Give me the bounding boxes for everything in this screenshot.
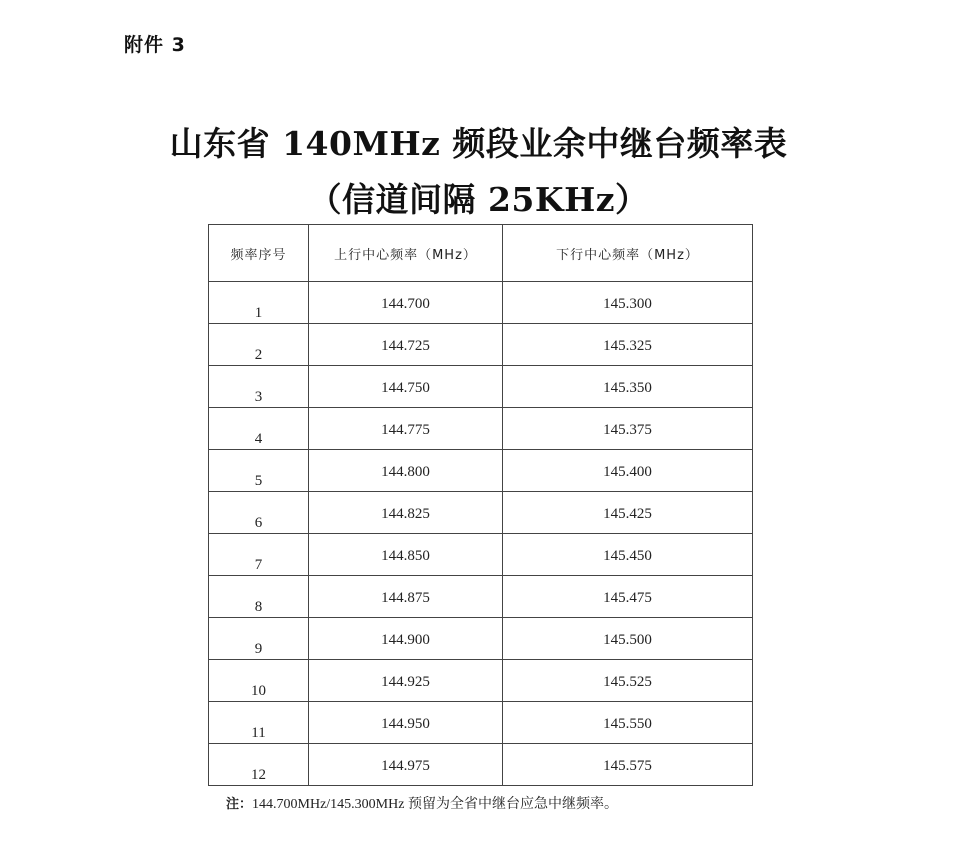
attachment-label: 附件 3 bbox=[124, 34, 186, 56]
table-row bbox=[209, 576, 753, 618]
downlink-frequency-cell: 145.350 bbox=[503, 366, 753, 408]
document-subtitle: （信道间隔 25KHz） bbox=[308, 180, 649, 219]
uplink-frequency-cell: 144.800 bbox=[309, 450, 503, 492]
header-downlink-frequency: 下行中心频率（MHz） bbox=[503, 225, 753, 282]
frequency-number-cell: 7 bbox=[209, 534, 309, 576]
uplink-frequency-cell: 144.775 bbox=[309, 408, 503, 450]
footnote bbox=[226, 793, 618, 813]
downlink-frequency-cell: 145.475 bbox=[503, 576, 753, 618]
uplink-frequency-cell: 144.700 bbox=[309, 282, 503, 324]
table-row bbox=[209, 450, 753, 492]
uplink-frequency-cell: 144.950 bbox=[309, 702, 503, 744]
uplink-frequency-cell: 144.900 bbox=[309, 618, 503, 660]
downlink-frequency-cell: 145.450 bbox=[503, 534, 753, 576]
downlink-frequency-cell: 145.525 bbox=[503, 660, 753, 702]
downlink-frequency-cell: 145.550 bbox=[503, 702, 753, 744]
downlink-frequency-cell: 145.325 bbox=[503, 324, 753, 366]
downlink-frequency-cell: 145.500 bbox=[503, 618, 753, 660]
frequency-number-cell: 3 bbox=[209, 366, 309, 408]
table-row bbox=[209, 408, 753, 450]
table-row bbox=[209, 702, 753, 744]
frequency-table bbox=[208, 224, 753, 786]
frequency-number-cell: 5 bbox=[209, 450, 309, 492]
header-uplink-frequency: 上行中心频率（MHz） bbox=[309, 225, 503, 282]
table-body bbox=[209, 282, 753, 786]
table-header-row bbox=[209, 225, 753, 282]
table-row bbox=[209, 618, 753, 660]
uplink-frequency-cell: 144.825 bbox=[309, 492, 503, 534]
frequency-number-cell: 4 bbox=[209, 408, 309, 450]
table-row bbox=[209, 366, 753, 408]
frequency-number-cell: 12 bbox=[209, 744, 309, 786]
downlink-frequency-cell: 145.400 bbox=[503, 450, 753, 492]
table-row bbox=[209, 660, 753, 702]
table-row bbox=[209, 324, 753, 366]
frequency-number-cell: 6 bbox=[209, 492, 309, 534]
uplink-frequency-cell: 144.750 bbox=[309, 366, 503, 408]
downlink-frequency-cell: 145.425 bbox=[503, 492, 753, 534]
uplink-frequency-cell: 144.850 bbox=[309, 534, 503, 576]
table-row bbox=[209, 492, 753, 534]
frequency-number-cell: 8 bbox=[209, 576, 309, 618]
header-frequency-number: 频率序号 bbox=[209, 225, 309, 282]
table-row bbox=[209, 534, 753, 576]
table-row bbox=[209, 282, 753, 324]
downlink-frequency-cell: 145.300 bbox=[503, 282, 753, 324]
downlink-frequency-cell: 145.375 bbox=[503, 408, 753, 450]
frequency-number-cell: 11 bbox=[209, 702, 309, 744]
uplink-frequency-cell: 144.925 bbox=[309, 660, 503, 702]
frequency-number-cell: 1 bbox=[209, 282, 309, 324]
downlink-frequency-cell: 145.575 bbox=[503, 744, 753, 786]
uplink-frequency-cell: 144.975 bbox=[309, 744, 503, 786]
frequency-number-cell: 10 bbox=[209, 660, 309, 702]
table-row bbox=[209, 744, 753, 786]
footnote-label: 注： bbox=[226, 797, 253, 812]
frequency-number-cell: 2 bbox=[209, 324, 309, 366]
uplink-frequency-cell: 144.725 bbox=[309, 324, 503, 366]
uplink-frequency-cell: 144.875 bbox=[309, 576, 503, 618]
footnote-text: 144.700MHz/145.300MHz 预留为全省中继台应急中继频率。 bbox=[252, 797, 618, 812]
frequency-number-cell: 9 bbox=[209, 618, 309, 660]
document-title: 山东省 140MHz 频段业余中继台频率表 bbox=[169, 124, 788, 163]
